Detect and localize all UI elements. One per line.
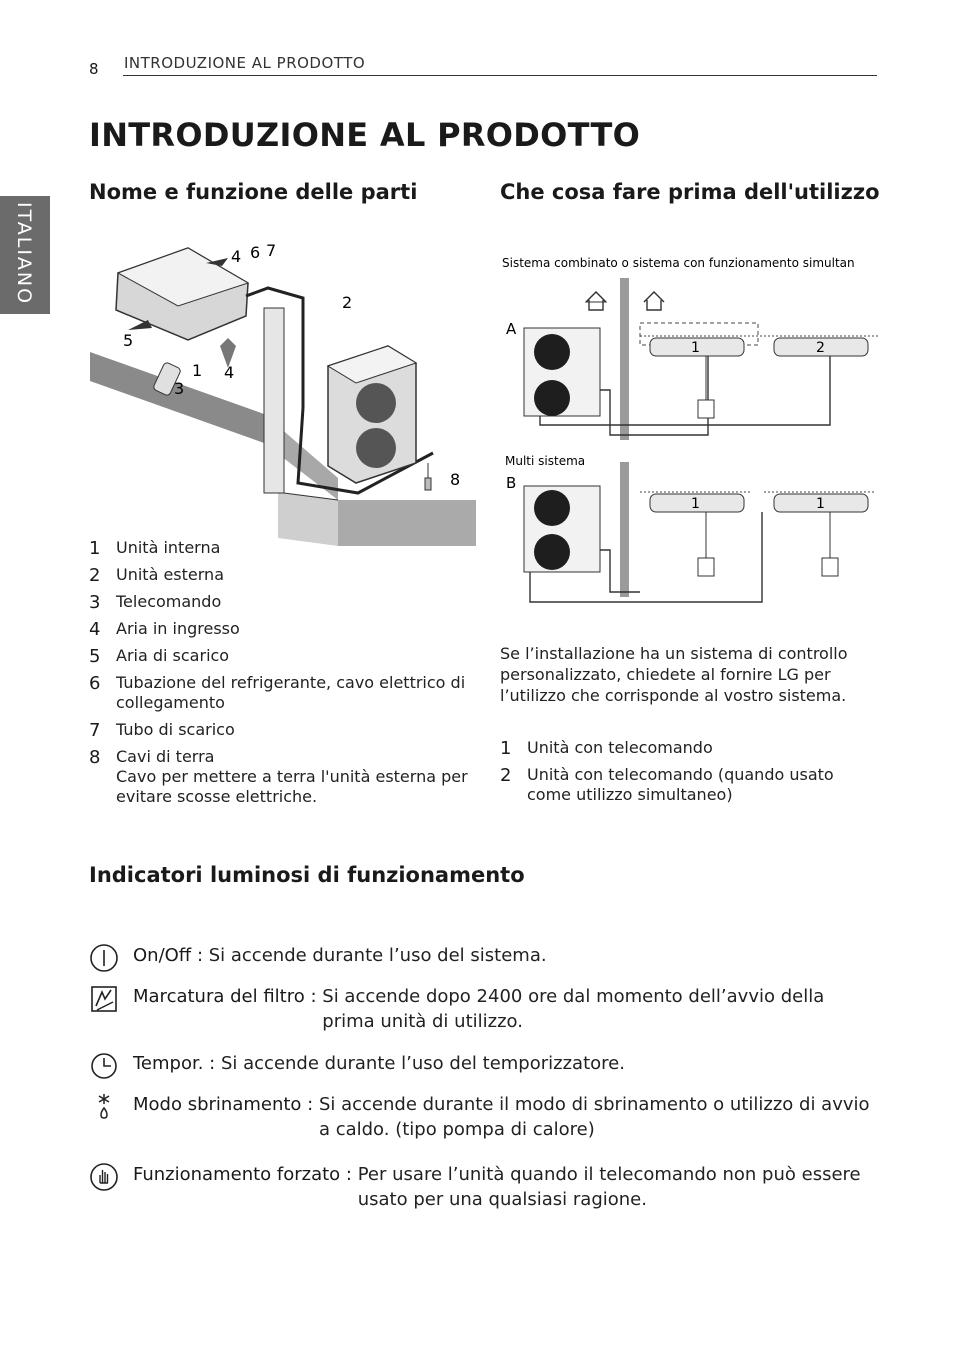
callout: 4: [231, 247, 242, 266]
indicator-timer: Tempor. : Si accende durante l’uso del temporizzatore.: [89, 1051, 879, 1081]
language-tab: [0, 196, 50, 314]
list-item: 1 Unità interna: [89, 538, 221, 559]
unit-number: 1: [691, 340, 700, 356]
before-use-heading: Che cosa fare prima dell'utilizzo: [500, 180, 880, 204]
list-item: 2 Unità con telecomando (quando usato come utilizzo simultaneo): [500, 765, 834, 804]
list-item: 1 Unità con telecomando: [500, 738, 713, 759]
list-item: 8 Cavi di terra Cavo per mettere a terra l'unità esterna per evitare scosse elettriche.: [89, 747, 468, 806]
hand-icon: [89, 1162, 119, 1192]
fan-top: [356, 383, 396, 423]
callout: 1: [192, 361, 203, 380]
unit-number: 2: [816, 340, 825, 356]
header-rule: [123, 75, 877, 76]
pipe-column: [264, 308, 284, 493]
label-a: A: [506, 320, 517, 338]
language-tab-label: ITALIANO: [13, 202, 35, 306]
installation-note: Se l’installazione ha un sistema di controllo personalizzato, chiedete al fornire LG per l’utilizzo che corrisponde al vostro sistema.: [500, 644, 848, 705]
list-item: 2 Unità esterna: [89, 565, 224, 586]
indicator-forced: Funzionamento forzato : Per usare l’unità quando il telecomando non può essere usato per una qualsiasi ragione.: [89, 1162, 879, 1212]
unit-number: 1: [691, 496, 700, 512]
label-b: B: [506, 474, 517, 492]
filter-icon: [89, 984, 119, 1014]
indicator-on-off: On/Off : Si accende durante l’uso del sistema.: [89, 943, 879, 973]
defrost-icon: [89, 1092, 119, 1122]
clock-icon: [89, 1051, 119, 1081]
parts-heading: Nome e funzione delle parti: [89, 180, 418, 204]
remote-box: [698, 400, 714, 418]
callout: 7: [266, 241, 277, 260]
indicator-defrost: Modo sbrinamento : Si accende durante il modo di sbrinamento o utilizzo di avvio a caldo. (tipo pompa di calore): [89, 1092, 879, 1142]
callout: 5: [123, 331, 134, 350]
list-item: 6 Tubazione del refrigerante, cavo elettrico di collegamento: [89, 673, 466, 712]
house-icon: [644, 292, 664, 310]
caption-multi: Multi sistema: [505, 454, 586, 468]
caption-combined: Sistema combinato o sistema con funzionamento simultan: [502, 256, 855, 270]
unit-number: 1: [816, 496, 825, 512]
wall-divider: [620, 462, 629, 597]
callout: 4: [224, 363, 235, 382]
callout: 8: [450, 470, 461, 489]
remote-box: [698, 558, 714, 576]
parts-illustration: [88, 238, 476, 548]
running-title: INTRODUZIONE AL PRODOTTO: [124, 54, 366, 72]
callout: 3: [174, 379, 185, 398]
list-item: 4 Aria in ingresso: [89, 619, 240, 640]
page-number: 8: [89, 60, 99, 78]
list-item: 3 Telecomando: [89, 592, 222, 613]
system-diagram: [500, 250, 880, 610]
house-icon: [586, 292, 606, 310]
callout: 2: [342, 293, 353, 312]
list-item: 5 Aria di scarico: [89, 646, 230, 667]
indicators-heading: Indicatori luminosi di funzionamento: [89, 863, 525, 887]
callout: 6: [250, 243, 261, 262]
indicator-filter: Marcatura del filtro : Si accende dopo 2400 ore dal momento dell’avvio della prima unità di utilizzo.: [89, 984, 879, 1034]
list-item: 7 Tubo di scarico: [89, 720, 235, 741]
page-title: INTRODUZIONE AL PRODOTTO: [89, 116, 641, 154]
wall-divider: [620, 278, 629, 440]
remote-box: [822, 558, 838, 576]
fan-bottom: [356, 428, 396, 468]
power-icon: [89, 943, 119, 973]
